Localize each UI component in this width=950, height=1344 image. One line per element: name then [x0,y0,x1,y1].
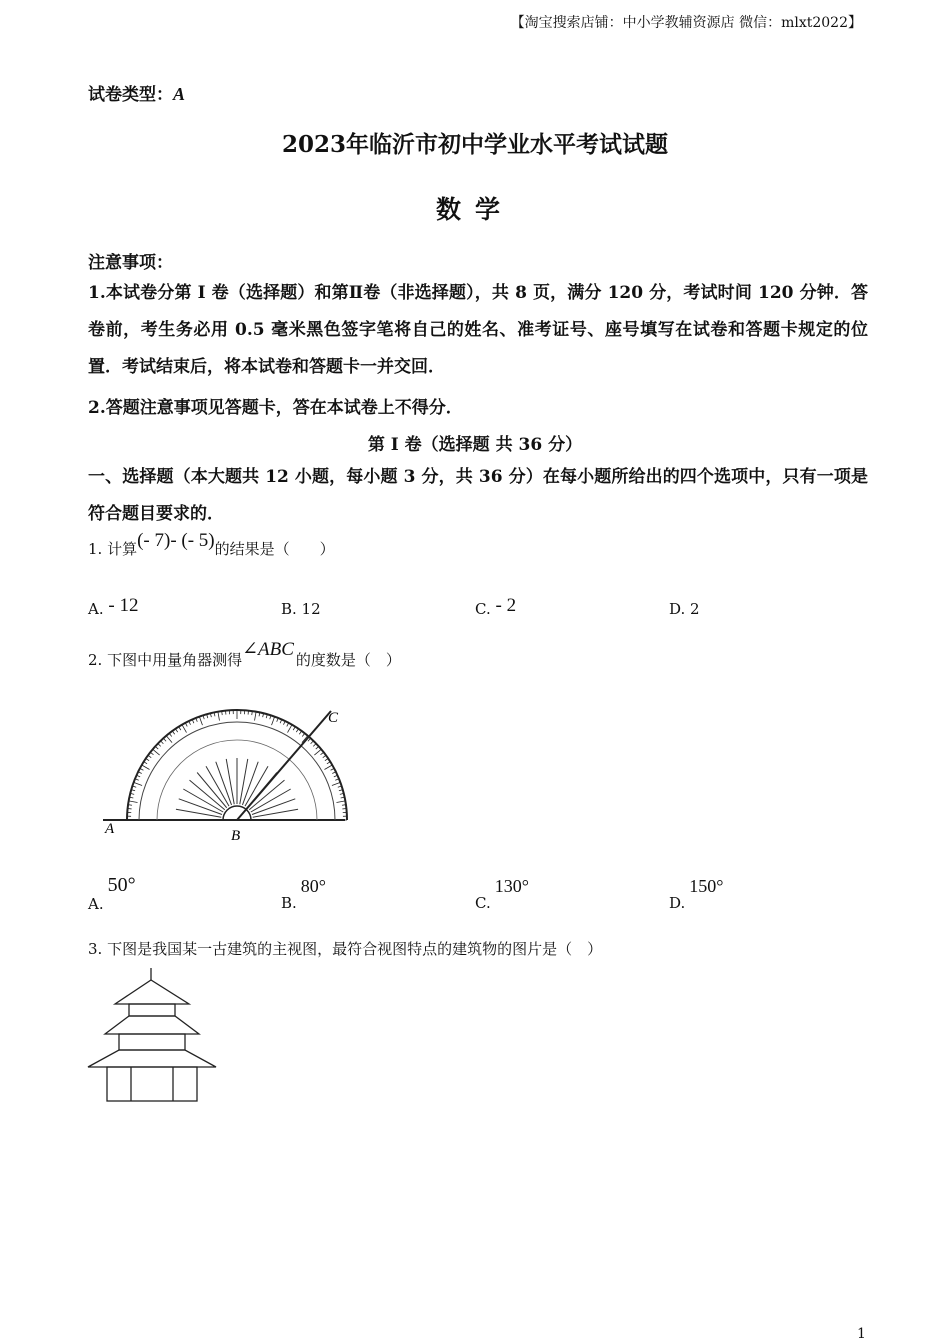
paper-type-value: A [173,84,186,104]
protractor-tick [327,762,330,764]
q1-option-c [475,595,517,620]
protractor-tick [342,805,346,806]
paper-type [88,80,185,105]
pagoda-roof-top [115,980,189,1004]
q2-suffix: 的度数是（ ） [295,651,401,669]
q2-option-c-value: 130° [494,876,529,896]
protractor-tick [142,765,150,770]
pagoda-roof-bottom [88,1050,216,1067]
protractor-tick [293,727,295,730]
section-title: 第 I 卷（选择题 共 36 分） [367,435,583,455]
pagoda-tier-top [129,1004,175,1016]
part1-instruction: 一、选择题（本大题共 12 小题，每小题 3 分，共 36 分）在每小题所给出的四个选项中，只有一项是符合题目要求的． [88,467,868,524]
q2-option-b-value: 80° [300,876,326,896]
protractor-tick [163,738,166,741]
question-1 [88,530,335,560]
protractor-tick [169,733,171,736]
protractor-tick [129,801,138,803]
protractor-spoke [245,766,268,806]
protractor-spoke [179,799,222,815]
protractor-tick [153,749,160,755]
protractor-spoke [240,759,248,804]
question-3: 3. 下图是我国某一古建筑的主视图，最符合视图特点的建筑物的图片是（ ） [88,940,603,958]
paper-type-label: 试卷类型： [88,85,173,105]
protractor-tick [179,727,181,730]
q2-option-a-value: 50° [107,874,136,896]
q2-option-b-label: B. [281,894,297,912]
pagoda-roof-middle [105,1016,199,1034]
protractor-tick [299,731,301,734]
protractor-figure [95,700,365,850]
pagoda-tier-middle [119,1034,185,1050]
protractor-spoke [226,759,234,804]
pagoda-base [107,1067,197,1101]
protractor-tick [144,762,147,764]
q1-option-a-value: - 12 [108,595,139,616]
q2-option-b [281,876,326,912]
question-2 [88,639,401,671]
protractor-tick [128,805,132,806]
protractor-tick [288,725,293,733]
protractor-tick [255,712,257,721]
protractor-tick [148,755,151,757]
protractor-tick [172,731,174,734]
protractor-spoke [253,809,298,817]
q2-option-a [88,874,136,913]
q1-option-c-label: C. [475,600,491,618]
notice-heading: 注意事项： [88,253,173,273]
protractor-tick [296,729,298,732]
q2-option-c [475,876,529,912]
point-c-label: C [328,710,339,726]
protractor-tick [146,758,149,760]
protractor-tick [175,729,177,732]
q2-option-d-value: 150° [689,876,724,896]
q1-option-b-label: B. 12 [281,600,321,618]
q2-option-a-label: A. [88,895,104,913]
protractor-tick [302,733,304,736]
protractor-spoke [176,809,221,817]
point-b-label: B [231,828,241,844]
protractor-tick [314,749,321,755]
subject-title: 数学 [435,195,514,224]
q2-prefix: 2. 下图中用量角器测得 [88,651,243,669]
q1-option-c-value: - 2 [495,595,517,616]
protractor-tick [325,758,328,760]
protractor-tick [323,755,326,757]
protractor-spoke [206,766,229,806]
protractor-tick [332,782,340,785]
protractor-tick [161,741,164,744]
protractor-tick [199,717,202,725]
protractor-tick [272,717,275,725]
q1-expression: (- 7)- (- 5) [137,530,215,551]
notice-1: 1.本试卷分第 I 卷（选择题）和第Ⅱ卷（非选择题），共 8 页，满分 120 分，考试时间 120 分钟．答卷前，考生务必用 0.5 毫米黑色签字笔将自己的姓名、准考证号、座号填写在试卷和答题卡规定的位置．考试结束后，将本试卷和答题卡一并交回． [88,283,868,377]
q1-option-a [88,595,139,620]
header-note: 【淘宝搜索店铺：中小学教辅资源店 微信：mlxt2022】 [510,15,862,31]
ray-bc [237,711,331,820]
pagoda-front-view [85,966,225,1106]
protractor-tick [166,736,172,743]
q2-option-d [669,876,724,912]
q2-option-c-label: C. [475,894,491,912]
q1-option-d [669,600,700,618]
protractor-spoke [183,789,223,812]
protractor-tick [321,752,324,754]
protractor-spoke [216,762,232,805]
q2-angle: ∠ABC [242,639,294,660]
point-a-label: A [105,821,115,837]
protractor-tick [158,744,161,747]
protractor-tick [316,746,319,749]
protractor-tick [155,746,158,749]
protractor-tick [182,725,187,733]
q1-suffix: 的结果是（ ） [214,540,335,558]
q1-option-a-label: A. [88,600,104,618]
protractor-tick [336,801,345,803]
protractor-tick [311,741,314,744]
protractor-spokes [176,758,298,817]
q1-prefix: 1. 计算 [88,540,138,558]
protractor-tick [218,712,220,721]
protractor-tick [134,782,142,785]
protractor-tick [313,744,316,747]
protractor-tick [150,752,153,754]
q1-option-b [281,600,321,618]
q1-option-d-label: D. 2 [669,600,700,618]
protractor-spoke [251,789,291,812]
notice-2: 2.答题注意事项见答题卡，答在本试卷上不得分． [88,398,463,418]
protractor-tick [222,711,223,715]
page-title: 2023年临沂市初中学业水平考试试题 [281,131,668,158]
protractor-tick [252,711,253,715]
q2-option-d-label: D. [669,894,686,912]
protractor-spoke [252,799,295,815]
page-number: 1 [857,1326,866,1342]
protractor-tick [324,765,332,770]
